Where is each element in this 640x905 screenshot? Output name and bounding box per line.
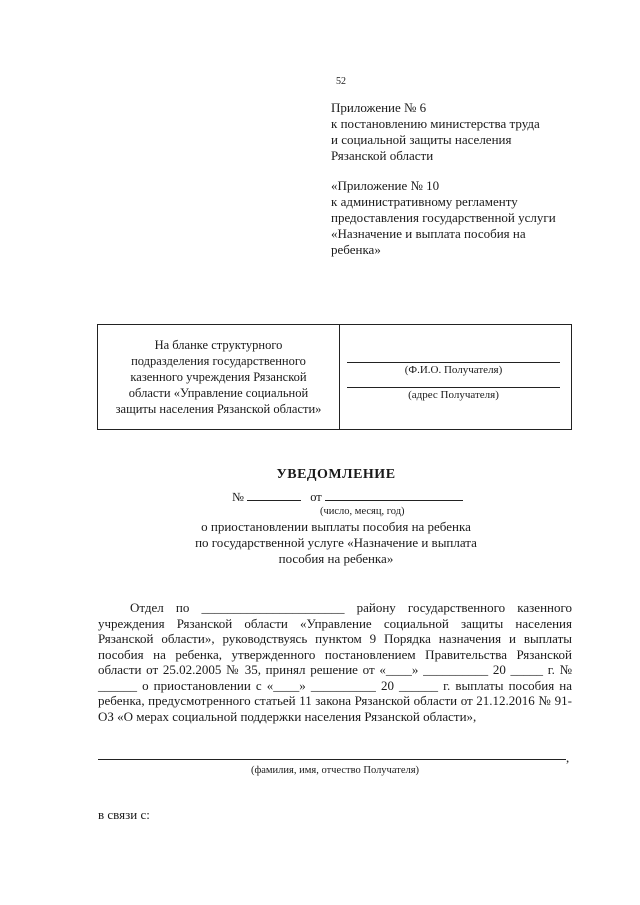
fio-comma: , bbox=[566, 750, 570, 765]
letterhead-line: казенного учреждения Рязанской bbox=[130, 370, 307, 384]
from-label: от bbox=[310, 490, 322, 504]
box-divider bbox=[339, 325, 340, 429]
letterhead-line: защиты населения Рязанской области» bbox=[115, 402, 322, 416]
appendix-line: ребенка» bbox=[331, 242, 381, 257]
appendix-header bbox=[331, 100, 556, 258]
recipient-address-caption: (адрес Получателя) bbox=[408, 389, 499, 401]
appendix-line: «Приложение № 10 bbox=[331, 178, 440, 193]
notice-subject bbox=[0, 519, 640, 567]
notice-number-field[interactable] bbox=[247, 489, 301, 501]
appendix-line: к постановлению министерства труда bbox=[331, 116, 540, 131]
number-sign: № bbox=[232, 490, 244, 504]
subject-line: пособия на ребенка» bbox=[278, 551, 394, 566]
recipient-fio-field[interactable] bbox=[98, 759, 566, 760]
page-number: 52 bbox=[336, 76, 346, 87]
appendix-line: к административному регламенту bbox=[331, 194, 518, 209]
reason-label: в связи с: bbox=[98, 807, 150, 822]
letterhead-line: области «Управление социальной bbox=[128, 386, 309, 400]
subject-line: о приостановлении выплаты пособия на ребенка bbox=[201, 519, 471, 534]
appendix-line: «Назначение и выплата пособия на bbox=[331, 226, 526, 241]
recipient-address-line[interactable] bbox=[347, 387, 560, 388]
notice-date-field[interactable] bbox=[325, 489, 463, 501]
body-paragraph-block bbox=[98, 600, 572, 724]
recipient-name-line[interactable] bbox=[347, 362, 560, 363]
letterhead-line: подразделения государственного bbox=[131, 354, 306, 368]
letterhead-line: На бланке структурного bbox=[154, 338, 283, 352]
date-caption: (число, месяц, год) bbox=[320, 506, 405, 517]
appendix-line: Приложение № 6 bbox=[331, 100, 427, 115]
appendix-line: и социальной защиты населения bbox=[331, 132, 512, 147]
subject-line: по государственной услуге «Назначение и выплата bbox=[195, 535, 477, 550]
recipient-name-caption: (Ф.И.О. Получателя) bbox=[404, 364, 503, 376]
letterhead-box bbox=[97, 324, 572, 430]
notice-number-line bbox=[232, 489, 463, 505]
body-paragraph: Отдел по ______________________ району государственного казенного учреждения Рязанской области «Управление социальной защиты населения Рязанской области», руководствуясь пунктом 9 Порядка назначения и выплаты пособия на ребенка, утвержденного постановлением Правительства Рязанской области от 25.02.2005 № 35, принял решение от «____» __________ 20 _____ г. № ______ о приостановлении с «____» __________ 20 ______ г. выплаты пособия на ребенка, предусмотренного статьей 11 закона Рязанской области от 21.12.2016 № 91-ОЗ «О мерах социальной поддержки населения Рязанской области», bbox=[98, 600, 572, 724]
appendix-line: предоставления государственной услуги bbox=[331, 210, 556, 225]
letterhead-text bbox=[98, 337, 339, 417]
appendix-line: Рязанской области bbox=[331, 148, 434, 163]
notice-title: УВЕДОМЛЕНИЕ bbox=[276, 467, 396, 482]
recipient-fio-caption: (фамилия, имя, отчество Получателя) bbox=[250, 765, 420, 776]
